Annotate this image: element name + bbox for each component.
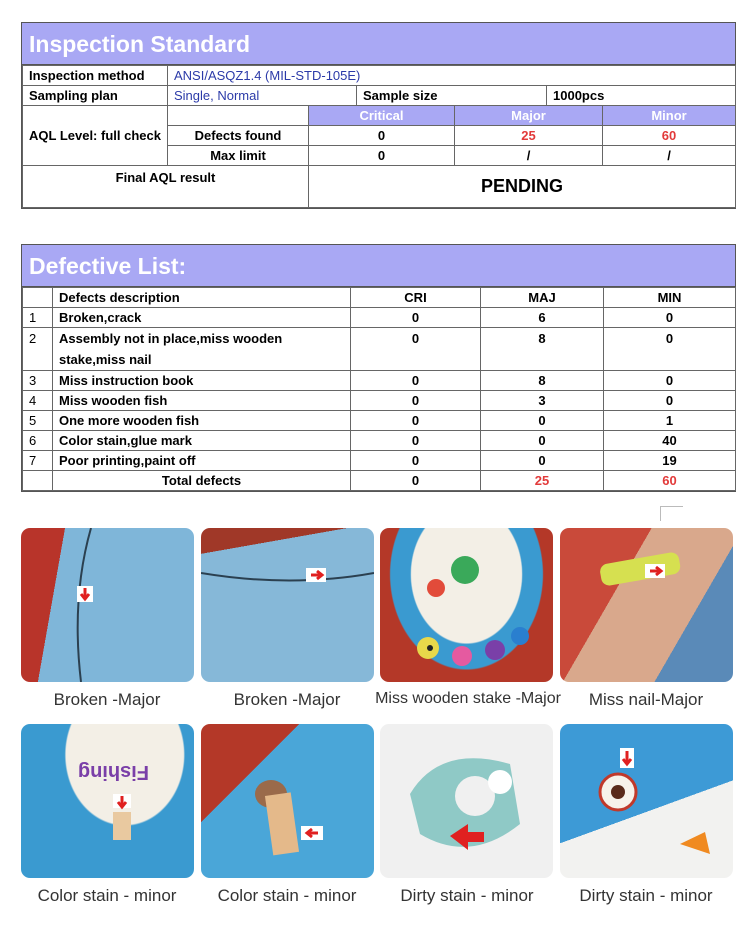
defect-cri: 0 — [351, 451, 481, 471]
found-major: 25 — [455, 126, 603, 146]
defect-no: 3 — [23, 371, 53, 391]
defect-row — [23, 451, 736, 471]
final-label: Final AQL result — [23, 166, 309, 208]
defect-row — [23, 371, 736, 391]
photo-broken-2-art — [201, 528, 374, 682]
defect-row — [23, 431, 736, 451]
inspection-standard-section — [21, 22, 736, 209]
defect-maj: 6 — [481, 308, 604, 328]
photo-dirty-stain-1 — [380, 724, 553, 878]
max-minor: / — [603, 146, 736, 166]
defect-cri: 0 — [351, 308, 481, 328]
defect-cri: 0 — [351, 328, 481, 371]
defect-min: 19 — [604, 451, 736, 471]
defect-cri: 0 — [351, 411, 481, 431]
max-label: Max limit — [168, 146, 309, 166]
defect-cri: 0 — [351, 371, 481, 391]
corner-mark — [660, 506, 683, 521]
total-cri: 0 — [351, 471, 481, 491]
defect-desc: Color stain,glue mark — [53, 431, 351, 451]
photo-dirty-stain-1-art — [380, 724, 553, 878]
defect-no: 7 — [23, 451, 53, 471]
found-label: Defects found — [168, 126, 309, 146]
head-cri: CRI — [351, 288, 481, 308]
photo-broken-1-art — [21, 528, 194, 682]
photo-color-stain-2-art — [201, 724, 374, 878]
defect-cri: 0 — [351, 431, 481, 451]
caption-3: Miss wooden stake -Major — [375, 690, 561, 707]
found-minor: 60 — [603, 126, 736, 146]
photo-dirty-stain-2-art — [560, 724, 733, 878]
defect-maj: 8 — [481, 371, 604, 391]
caption-7: Dirty stain - minor — [400, 886, 534, 905]
caption-6: Color stain - minor — [217, 886, 357, 905]
head-desc: Defects description — [53, 288, 351, 308]
defective-table — [22, 287, 736, 491]
defect-min: 1 — [604, 411, 736, 431]
aql-label: AQL Level: full check — [23, 106, 168, 166]
final-value: PENDING — [309, 166, 736, 208]
defect-no: 1 — [23, 308, 53, 328]
defect-row — [23, 411, 736, 431]
size-label: Sample size — [357, 86, 547, 106]
defect-row — [23, 328, 736, 371]
plan-value: Single, Normal — [168, 86, 357, 106]
col-critical: Critical — [309, 106, 455, 126]
col-minor: Minor — [603, 106, 736, 126]
defect-no: 5 — [23, 411, 53, 431]
photo-miss-nail-art — [560, 528, 733, 682]
defect-row — [23, 308, 736, 328]
col-major: Major — [455, 106, 603, 126]
photo-dirty-stain-2 — [560, 724, 733, 878]
photo-miss-stake — [380, 528, 553, 682]
defect-no: 2 — [23, 328, 53, 371]
defect-min: 0 — [604, 328, 736, 371]
defect-desc: Broken,crack — [53, 308, 351, 328]
defective-list-title: Defective List: — [22, 245, 735, 287]
defect-cri: 0 — [351, 391, 481, 411]
head-maj: MAJ — [481, 288, 604, 308]
caption-1: Broken -Major — [53, 690, 161, 709]
photo-color-stain-1 — [21, 724, 194, 878]
head-min: MIN — [604, 288, 736, 308]
photo-color-stain-1-art — [21, 724, 194, 878]
defect-maj: 3 — [481, 391, 604, 411]
defect-min: 0 — [604, 308, 736, 328]
plan-label: Sampling plan — [23, 86, 168, 106]
caption-5: Color stain - minor — [37, 886, 177, 905]
defect-no: 4 — [23, 391, 53, 411]
defect-row — [23, 391, 736, 411]
photo-miss-stake-art — [380, 528, 553, 682]
defect-desc: Miss wooden fish — [53, 391, 351, 411]
photo-broken-1 — [21, 528, 194, 682]
photo-broken-2 — [201, 528, 374, 682]
inspection-standard-title: Inspection Standard — [22, 23, 735, 65]
total-label: Total defects — [53, 471, 351, 491]
photo-color-stain-2 — [201, 724, 374, 878]
svg-text:Fishing: Fishing — [77, 761, 149, 783]
inspection-table — [22, 65, 736, 208]
caption-2: Broken -Major — [233, 690, 341, 709]
max-major: / — [455, 146, 603, 166]
max-critical: 0 — [309, 146, 455, 166]
defective-list-section — [21, 244, 736, 492]
photo-miss-nail — [560, 528, 733, 682]
defect-min: 0 — [604, 371, 736, 391]
size-value: 1000pcs — [547, 86, 736, 106]
defect-desc: Poor printing,paint off — [53, 451, 351, 471]
defect-desc: One more wooden fish — [53, 411, 351, 431]
total-min: 60 — [604, 471, 736, 491]
defect-no: 6 — [23, 431, 53, 451]
method-label: Inspection method — [23, 66, 168, 86]
method-value: ANSI/ASQZ1.4 (MIL-STD-105E) — [168, 66, 736, 86]
defect-maj: 8 — [481, 328, 604, 371]
total-maj: 25 — [481, 471, 604, 491]
defect-maj: 0 — [481, 431, 604, 451]
caption-4: Miss nail-Major — [588, 690, 704, 709]
defect-min: 40 — [604, 431, 736, 451]
caption-8: Dirty stain - minor — [579, 886, 713, 905]
defect-desc: Assembly not in place,miss wooden stake,miss nail — [53, 328, 351, 371]
defect-maj: 0 — [481, 411, 604, 431]
defect-maj: 0 — [481, 451, 604, 471]
defect-min: 0 — [604, 391, 736, 411]
found-critical: 0 — [309, 126, 455, 146]
defect-desc: Miss instruction book — [53, 371, 351, 391]
